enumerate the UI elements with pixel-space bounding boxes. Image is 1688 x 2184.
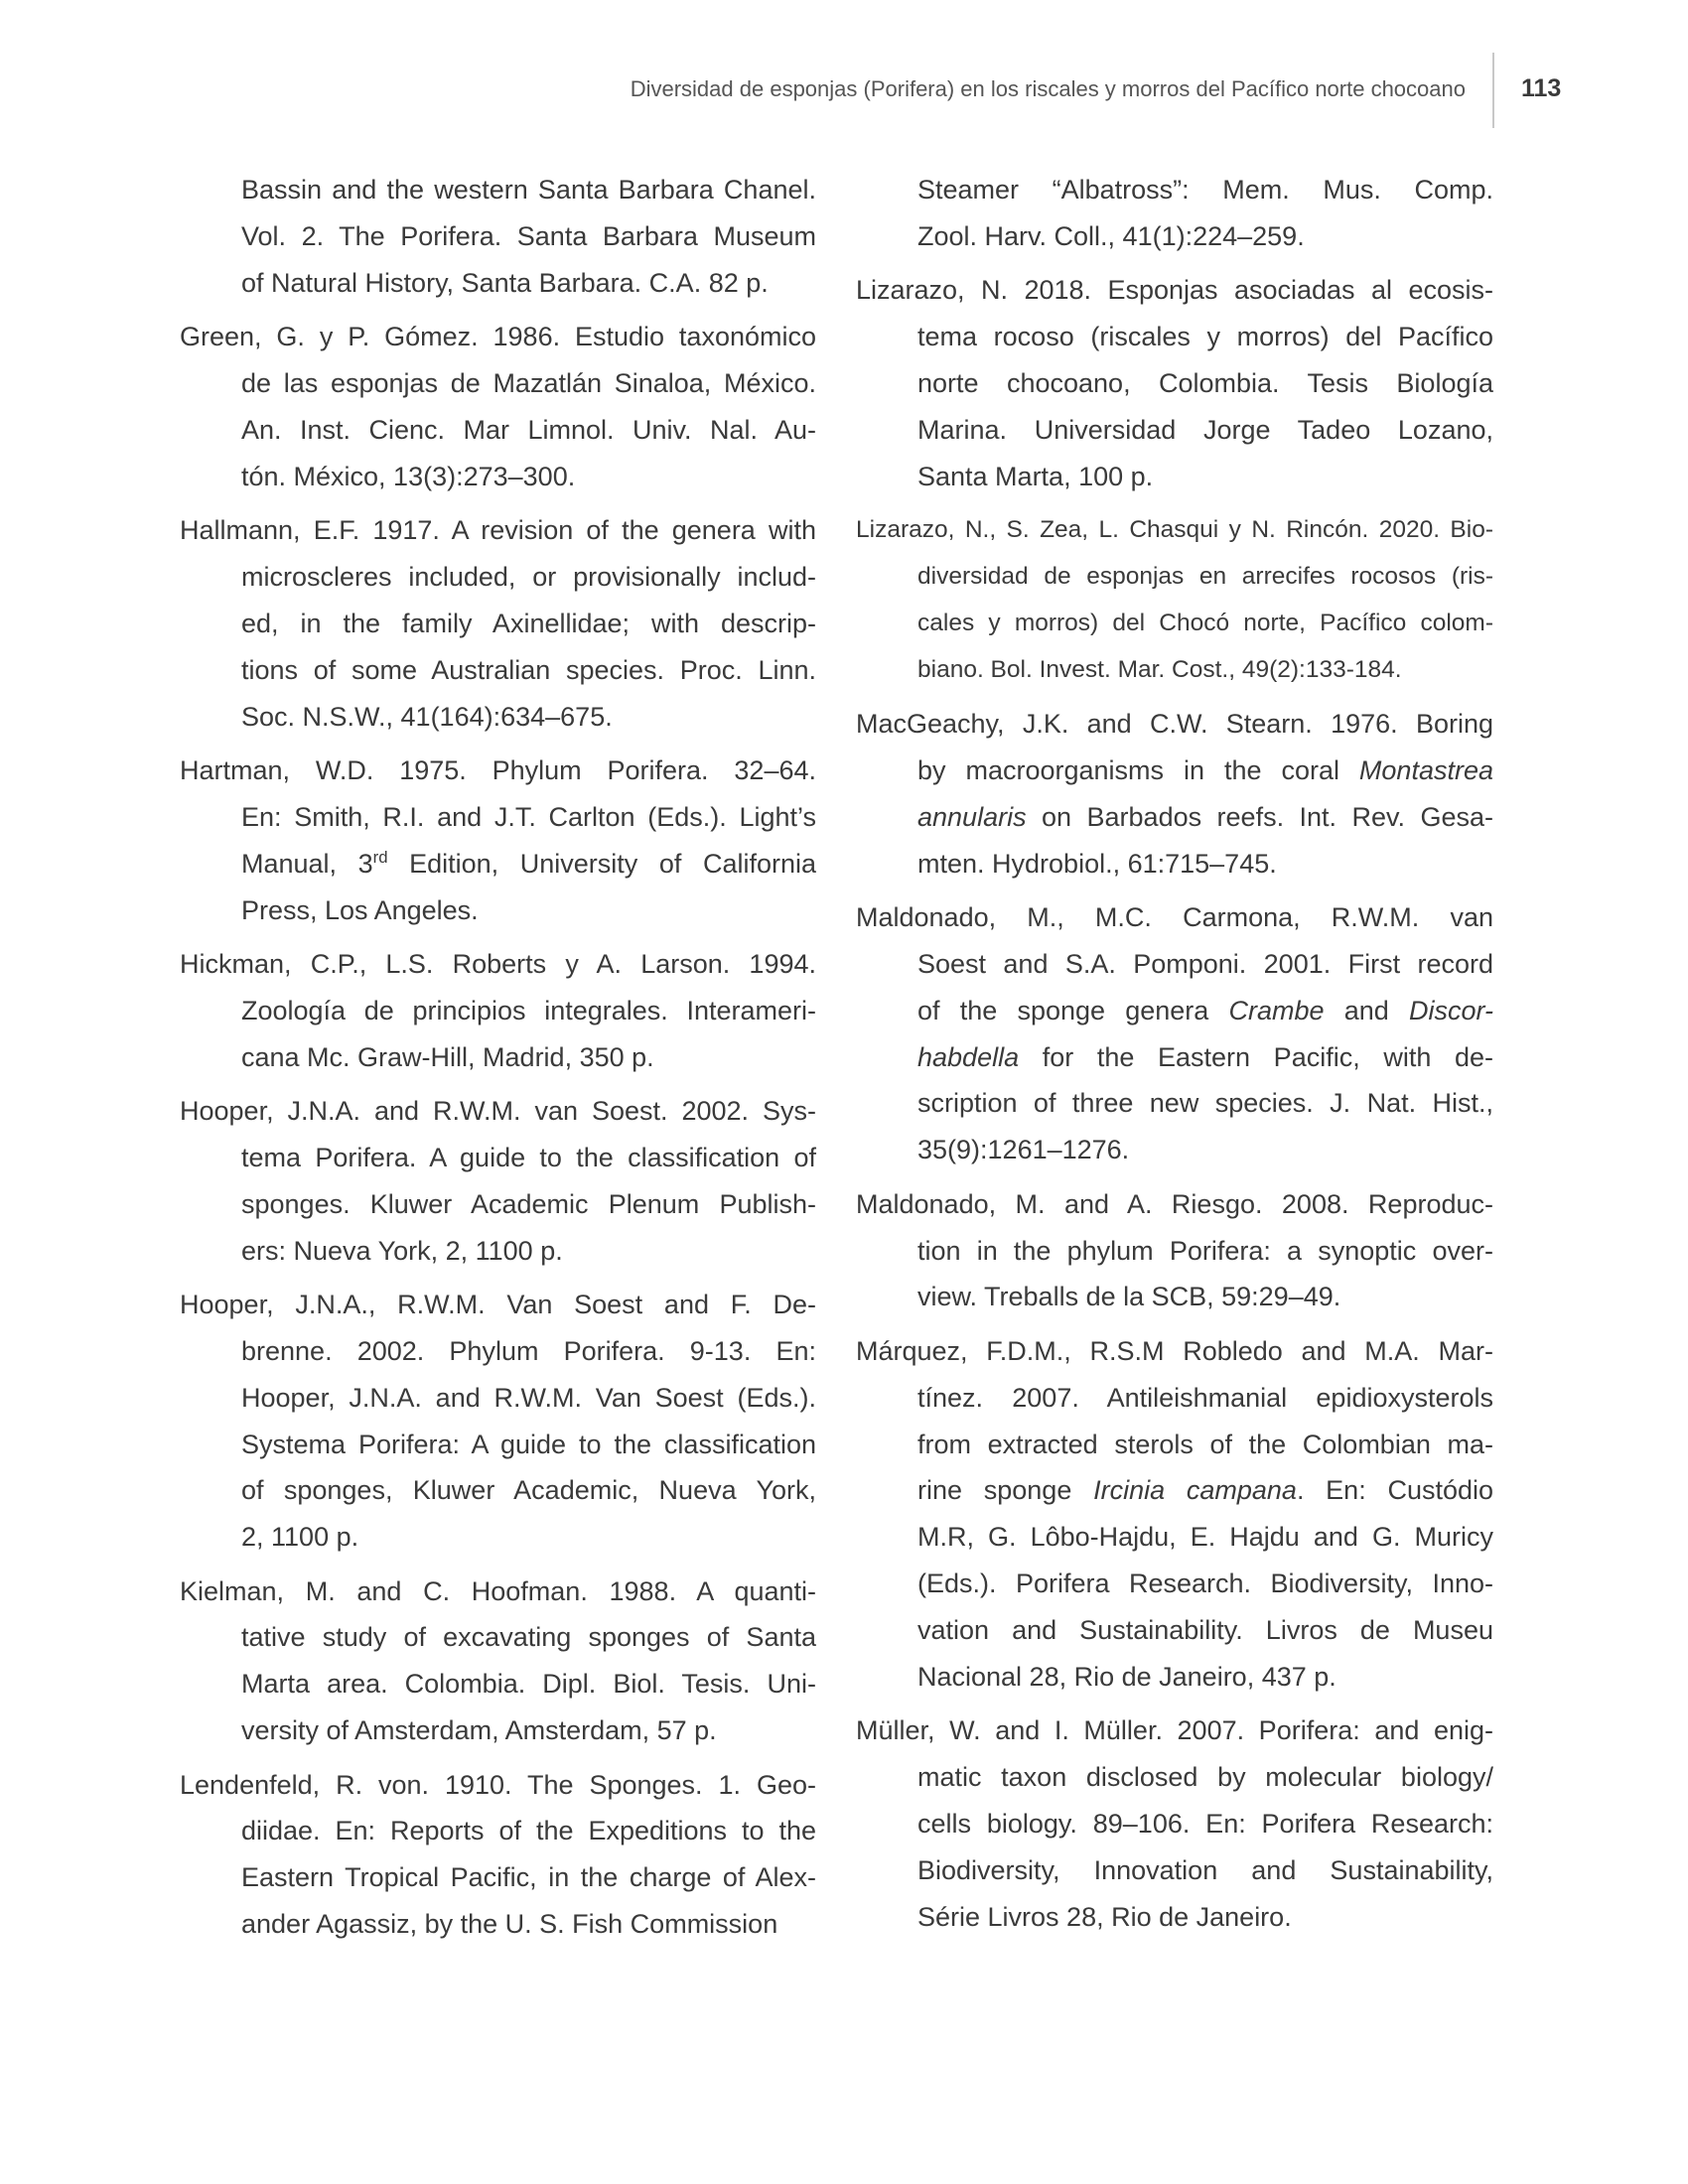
header-divider xyxy=(1492,53,1494,128)
reference-text: by macroorganisms in the coral xyxy=(917,754,1359,785)
taxon-name-italic: annularis xyxy=(917,801,1027,832)
reference-line: of Natural History, Santa Barbara. C.A. 82 p. xyxy=(241,267,769,298)
reference-line: Kielman, M. and C. Hoofman. 1988. A quanti- xyxy=(180,1575,816,1606)
reference-line: of sponges, Kluwer Academic, Nueva York, xyxy=(241,1475,816,1506)
reference-line: Zoología de principios integrales. Interameri- xyxy=(241,995,816,1025)
reference-line: ander Agassiz, by the U. S. Fish Commission xyxy=(241,1909,778,1940)
reference-line: 35(9):1261–1276. xyxy=(917,1135,1130,1165)
reference-text: . En: Custódio xyxy=(1296,1475,1494,1506)
reference-line: Biodiversity, Innovation and Sustainability, xyxy=(917,1854,1493,1885)
reference-line: cells biology. 89–106. En: Porifera Research: xyxy=(917,1809,1493,1840)
references-column-right xyxy=(856,167,1493,1948)
reference-line: biano. Bol. Invest. Mar. Cost., 49(2):133-184. xyxy=(917,655,1402,683)
reference-text: for the Eastern Pacific, with de- xyxy=(1019,1041,1493,1072)
reference-line: Eastern Tropical Pacific, in the charge of Alex- xyxy=(241,1862,816,1893)
reference-line: tions of some Australian species. Proc. Linn. xyxy=(241,654,816,685)
reference-entry xyxy=(856,267,1493,499)
reference-line: matic taxon disclosed by molecular biology/ xyxy=(917,1762,1493,1793)
reference-continuation xyxy=(180,167,816,307)
reference-line: tínez. 2007. Antileishmanial epidioxysterols xyxy=(917,1382,1493,1413)
reference-entry xyxy=(180,1569,816,1755)
reference-line: cales y morros) del Chocó norte, Pacífico colom- xyxy=(917,609,1493,636)
reference-line: from extracted sterols of the Colombian ma- xyxy=(917,1429,1493,1459)
reference-line: Marta area. Colombia. Dipl. Biol. Tesis. Uni- xyxy=(241,1669,816,1700)
reference-line: Soc. N.S.W., 41(164):634–675. xyxy=(241,701,613,732)
reference-line: 2, 1100 p. xyxy=(241,1522,359,1553)
reference-line: Lizarazo, N., S. Zea, L. Chasqui y N. Rincón. 2020. Bio- xyxy=(856,516,1493,544)
reference-entry xyxy=(180,1088,816,1275)
taxon-name-italic: Montastrea xyxy=(1358,754,1493,785)
reference-line: Nacional 28, Rio de Janeiro, 437 p. xyxy=(917,1661,1336,1692)
reference-text: Manual, 3 xyxy=(241,848,373,879)
reference-entry xyxy=(856,1328,1493,1701)
reference-line xyxy=(856,794,1493,841)
reference-line: Maldonado, M. and A. Riesgo. 2008. Reproduc- xyxy=(856,1188,1493,1219)
reference-line: mten. Hydrobiol., 61:715–745. xyxy=(917,848,1277,879)
reference-line: ed, in the family Axinellidae; with descrip- xyxy=(241,608,816,638)
reference-line: brenne. 2002. Phylum Porifera. 9-13. En: xyxy=(241,1335,816,1366)
reference-line: Zool. Harv. Coll., 41(1):224–259. xyxy=(917,220,1305,251)
reference-line: diversidad de esponjas en arrecifes rocosos (ris- xyxy=(917,562,1493,590)
reference-line: diidae. En: Reports of the Expeditions to the xyxy=(241,1816,816,1846)
reference-line: Soest and S.A. Pomponi. 2001. First record xyxy=(917,948,1493,979)
running-title: Diversidad de esponjas (Porifera) en los riscales y morros del Pacífico norte chocoano xyxy=(630,76,1466,101)
reference-entry xyxy=(180,1282,816,1561)
reference-text: of the sponge genera xyxy=(917,995,1229,1025)
reference-line: Bassin and the western Santa Barbara Chanel. xyxy=(241,175,816,205)
reference-line: Lizarazo, N. 2018. Esponjas asociadas al ecosis- xyxy=(856,275,1493,306)
taxon-name-italic: habdella xyxy=(917,1041,1020,1072)
reference-continuation xyxy=(856,167,1493,260)
reference-entry xyxy=(856,701,1493,887)
reference-line: scription of three new species. J. Nat. Hist., xyxy=(917,1088,1493,1119)
reference-line: An. Inst. Cienc. Mar Limnol. Univ. Nal. Au- xyxy=(241,414,816,445)
reference-line: Steamer “Albatross”: Mem. Mus. Comp. xyxy=(917,175,1493,205)
reference-line: Systema Porifera: A guide to the classification xyxy=(241,1429,816,1459)
reference-line: de las esponjas de Mazatlán Sinaloa, México. xyxy=(241,367,816,398)
reference-line: Lendenfeld, R. von. 1910. The Sponges. 1. Geo- xyxy=(180,1769,816,1800)
reference-line: Hooper, J.N.A., R.W.M. Van Soest and F. De- xyxy=(180,1289,816,1319)
reference-line: MacGeachy, J.K. and C.W. Stearn. 1976. Boring xyxy=(856,708,1493,739)
reference-line: microscleres included, or provisionally includ- xyxy=(241,561,816,592)
reference-line: Müller, W. and I. Müller. 2007. Porifera: and enig- xyxy=(856,1715,1493,1746)
reference-line: tón. México, 13(3):273–300. xyxy=(241,461,576,491)
reference-text: rine sponge xyxy=(917,1475,1094,1506)
reference-line: tema rocoso (riscales y morros) del Pacífico xyxy=(917,322,1493,352)
reference-line xyxy=(856,988,1493,1034)
reference-line: norte chocoano, Colombia. Tesis Biología xyxy=(917,367,1493,398)
reference-text: and xyxy=(1324,995,1409,1025)
reference-line: Hartman, W.D. 1975. Phylum Porifera. 32–64. xyxy=(180,754,816,785)
reference-line: Santa Marta, 100 p. xyxy=(917,461,1154,491)
reference-line: Série Livros 28, Rio de Janeiro. xyxy=(917,1901,1292,1932)
ordinal-superscript: rd xyxy=(372,847,388,867)
reference-line xyxy=(180,841,816,887)
reference-entry xyxy=(180,941,816,1081)
reference-line: versity of Amsterdam, Amsterdam, 57 p. xyxy=(241,1715,717,1746)
reference-line: (Eds.). Porifera Research. Biodiversity, Inno- xyxy=(917,1569,1493,1599)
reference-line: Hooper, J.N.A. and R.W.M. van Soest. 2002. Sys- xyxy=(180,1095,816,1126)
reference-entry xyxy=(856,894,1493,1173)
taxon-name-italic: Crambe xyxy=(1228,995,1325,1025)
reference-text: on Barbados reefs. Int. Rev. Gesa- xyxy=(1026,801,1493,832)
reference-line xyxy=(856,1467,1493,1514)
reference-entry xyxy=(856,507,1493,694)
reference-line: Vol. 2. The Porifera. Santa Barbara Museum xyxy=(241,220,816,251)
reference-line: Green, G. y P. Gómez. 1986. Estudio taxonómico xyxy=(180,322,816,352)
taxon-name-italic: Ircinia campana xyxy=(1093,1475,1297,1506)
reference-line: En: Smith, R.I. and J.T. Carlton (Eds.). Light’s xyxy=(241,801,816,832)
reference-line: tema Porifera. A guide to the classification of xyxy=(241,1142,816,1172)
reference-line: sponges. Kluwer Academic Plenum Publish- xyxy=(241,1188,816,1219)
reference-line: view. Treballs de la SCB, 59:29–49. xyxy=(917,1282,1341,1312)
references-column-left xyxy=(180,167,816,1955)
reference-line: cana Mc. Graw-Hill, Madrid, 350 p. xyxy=(241,1041,654,1072)
reference-entry xyxy=(180,1762,816,1949)
reference-line: Hallmann, E.F. 1917. A revision of the genera with xyxy=(180,515,816,546)
reference-entry xyxy=(180,748,816,934)
page-number: 113 xyxy=(1521,74,1562,102)
reference-line: Marina. Universidad Jorge Tadeo Lozano, xyxy=(917,414,1493,445)
reference-text: Edition, University of California xyxy=(387,848,816,879)
reference-line: tative study of excavating sponges of Santa xyxy=(241,1622,816,1653)
reference-line: tion in the phylum Porifera: a synoptic over- xyxy=(917,1235,1493,1266)
reference-line: Hickman, C.P., L.S. Roberts y A. Larson. 1994. xyxy=(180,948,816,979)
reference-line: Hooper, J.N.A. and R.W.M. Van Soest (Eds.). xyxy=(241,1382,816,1413)
reference-line: vation and Sustainability. Livros de Museu xyxy=(917,1615,1493,1646)
reference-line: M.R, G. Lôbo-Hajdu, E. Hajdu and G. Muricy xyxy=(917,1522,1493,1553)
reference-entry xyxy=(180,314,816,500)
reference-line: ers: Nueva York, 2, 1100 p. xyxy=(241,1235,563,1266)
reference-line xyxy=(856,1034,1493,1081)
reference-entry xyxy=(180,507,816,740)
reference-entry xyxy=(856,1181,1493,1321)
reference-line xyxy=(856,748,1493,794)
reference-line: Maldonado, M., M.C. Carmona, R.W.M. van xyxy=(856,901,1493,932)
reference-line: Press, Los Angeles. xyxy=(241,894,479,925)
reference-line: Márquez, F.D.M., R.S.M Robledo and M.A. Mar- xyxy=(856,1335,1493,1366)
taxon-name-italic: Discor- xyxy=(1408,995,1493,1025)
reference-entry xyxy=(856,1707,1493,1940)
